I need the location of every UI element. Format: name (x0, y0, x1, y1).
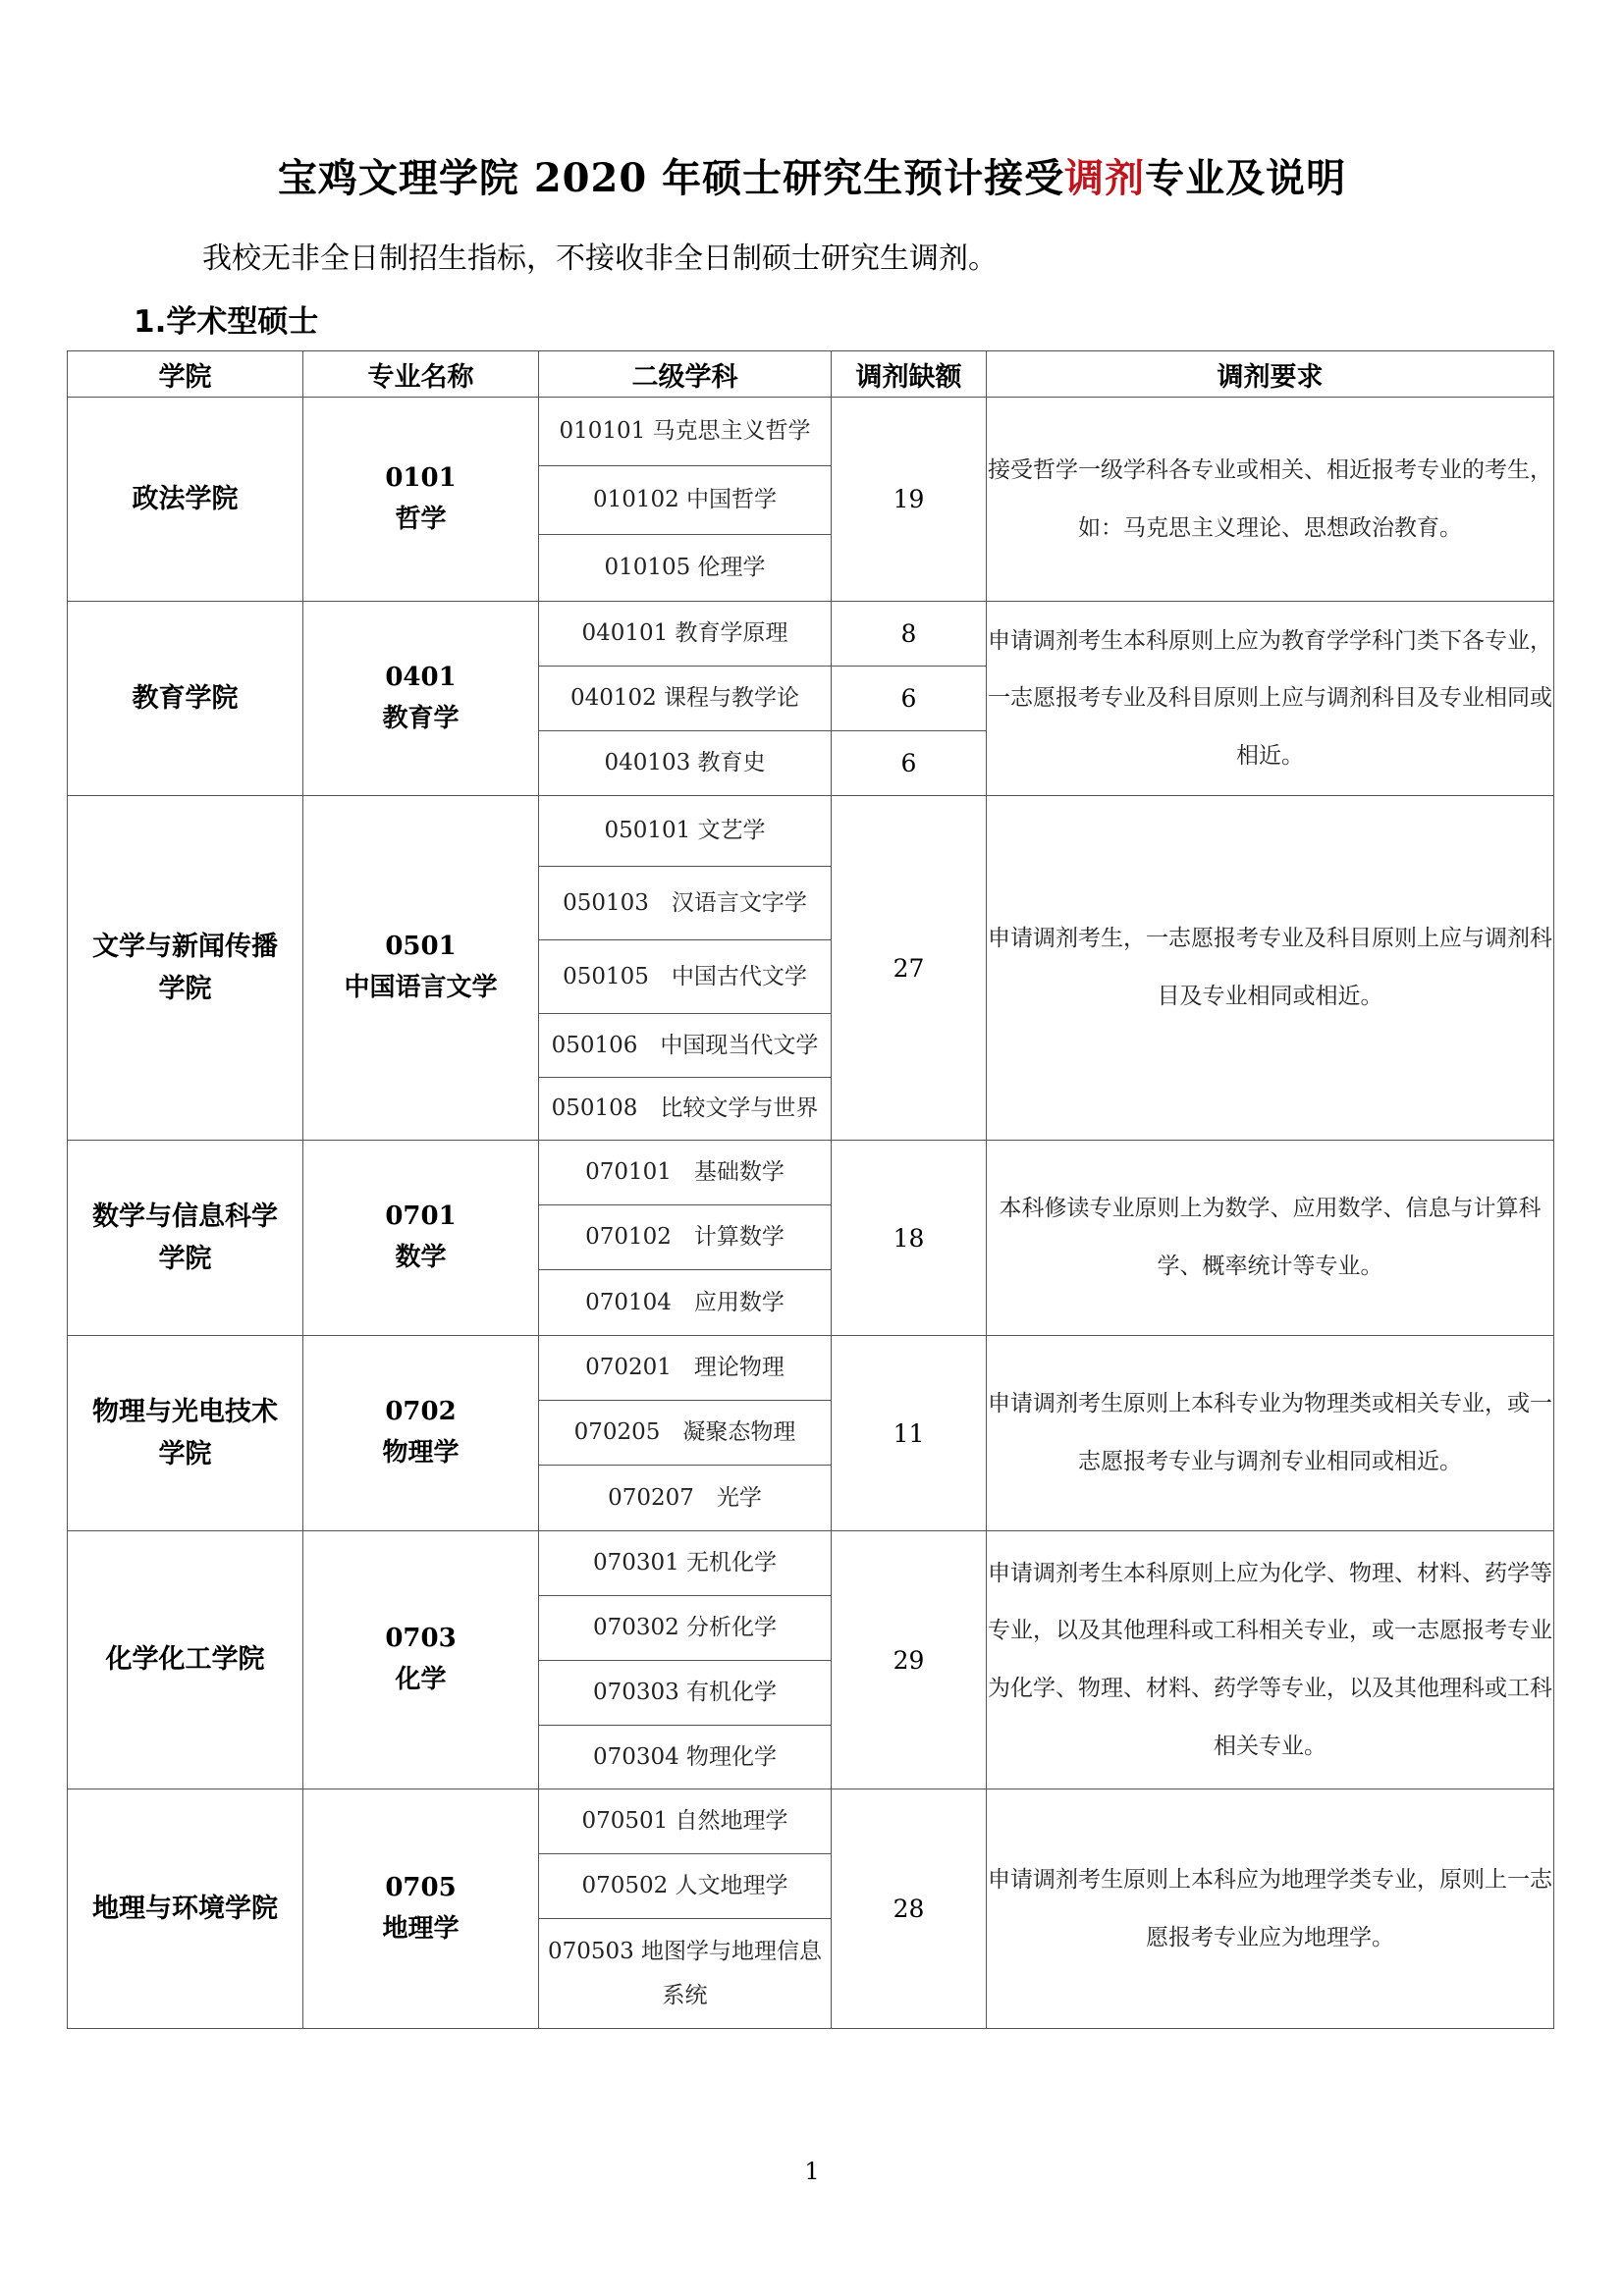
subject-cell: 070301 无机化学 (539, 1531, 832, 1596)
requirement-cell: 申请调剂考生本科原则上应为化学、物理、材料、药学等专业，以及其他理科或工科相关专业，或一志愿报考专业为化学、物理、材料、药学等专业，以及其他理科或工科相关专业。 (987, 1531, 1554, 1789)
subject-cell: 070502 人文地理学 (539, 1854, 832, 1919)
subject-cell: 070207 光学 (539, 1466, 832, 1531)
intro-note: 我校无非全日制招生指标，不接收非全日制硕士研究生调剂。 (202, 241, 998, 276)
subject-cell: 070501 自然地理学 (539, 1789, 832, 1854)
subject-cell: 070201 理论物理 (539, 1336, 832, 1401)
subject-cell: 010101 马克思主义哲学 (539, 398, 832, 466)
requirement-cell: 申请调剂考生，一志愿报考专业及科目原则上应与调剂科目及专业相同或相近。 (987, 796, 1554, 1141)
table-row (68, 1531, 1554, 1596)
title-suffix: 专业及说明 (1145, 155, 1347, 201)
table-row (68, 1789, 1554, 1854)
quota-cell: 8 (832, 602, 987, 667)
header-major: 专业名称 (303, 351, 539, 398)
subject-cell: 070503 地图学与地理信息 系统 (539, 1919, 832, 2029)
subject-cell: 070205 凝聚态物理 (539, 1401, 832, 1466)
header-subject: 二级学科 (539, 351, 832, 398)
subject-cell: 070304 物理化学 (539, 1726, 832, 1789)
subject-cell: 070102 计算数学 (539, 1205, 832, 1270)
header-college: 学院 (68, 351, 303, 398)
table-header-row (68, 351, 1554, 398)
quota-cell: 18 (832, 1141, 987, 1336)
subject-cell: 050106 中国现当代文学 (539, 1014, 832, 1078)
subject-cell: 050101 文艺学 (539, 796, 832, 867)
college-cell: 物理与光电技术 学院 (68, 1336, 303, 1531)
admission-table (67, 350, 1554, 2029)
table-row (68, 1336, 1554, 1401)
header-requirement: 调剂要求 (987, 351, 1554, 398)
subject-cell: 050108 比较文学与世界 (539, 1078, 832, 1141)
subject-cell: 070303 有机化学 (539, 1661, 832, 1726)
major-cell: 0702 物理学 (303, 1336, 539, 1531)
quota-cell: 6 (832, 667, 987, 731)
subject-cell: 040101 教育学原理 (539, 602, 832, 667)
college-cell: 教育学院 (68, 602, 303, 796)
table-row (68, 1141, 1554, 1205)
table-row (68, 796, 1554, 867)
major-cell: 0705 地理学 (303, 1789, 539, 2029)
title-prefix: 宝鸡文理学院 2020 年硕士研究生预计接受 (277, 155, 1065, 201)
college-cell: 化学化工学院 (68, 1531, 303, 1789)
subject-cell: 050103 汉语言文字学 (539, 867, 832, 940)
major-cell: 0101 哲学 (303, 398, 539, 602)
quota-cell: 29 (832, 1531, 987, 1789)
subject-cell: 040102 课程与教学论 (539, 667, 832, 731)
major-cell: 0501 中国语言文学 (303, 796, 539, 1141)
college-cell: 政法学院 (68, 398, 303, 602)
requirement-cell: 接受哲学一级学科各专业或相关、相近报考专业的考生，如：马克思主义理论、思想政治教育。 (987, 398, 1554, 602)
subject-cell: 040103 教育史 (539, 731, 832, 796)
header-quota: 调剂缺额 (832, 351, 987, 398)
quota-cell: 27 (832, 796, 987, 1141)
subject-cell: 010105 伦理学 (539, 535, 832, 602)
college-cell: 文学与新闻传播 学院 (68, 796, 303, 1141)
college-cell: 地理与环境学院 (68, 1789, 303, 2029)
quota-cell: 28 (832, 1789, 987, 2029)
subject-cell: 050105 中国古代文学 (539, 940, 832, 1014)
quota-cell: 11 (832, 1336, 987, 1531)
page-title (0, 147, 1624, 203)
requirement-cell: 本科修读专业原则上为数学、应用数学、信息与计算科学、概率统计等专业。 (987, 1141, 1554, 1336)
requirement-cell: 申请调剂考生原则上本科专业为物理类或相关专业，或一志愿报考专业与调剂专业相同或相近。 (987, 1336, 1554, 1531)
major-cell: 0703 化学 (303, 1531, 539, 1789)
requirement-cell: 申请调剂考生原则上本科应为地理学类专业，原则上一志愿报考专业应为地理学。 (987, 1789, 1554, 2029)
table-row (68, 602, 1554, 667)
requirement-cell: 申请调剂考生本科原则上应为教育学学科门类下各专业，一志愿报考专业及科目原则上应与调剂科目及专业相同或相近。 (987, 602, 1554, 796)
subject-cell: 070302 分析化学 (539, 1596, 832, 1661)
college-cell: 数学与信息科学 学院 (68, 1141, 303, 1336)
table-row (68, 398, 1554, 466)
title-highlight: 调剂 (1064, 155, 1146, 201)
page-number: 1 (804, 2158, 820, 2185)
subject-cell: 070104 应用数学 (539, 1270, 832, 1336)
quota-cell: 19 (832, 398, 987, 602)
major-cell: 0401 教育学 (303, 602, 539, 796)
subject-cell: 070101 基础数学 (539, 1141, 832, 1205)
quota-cell: 6 (832, 731, 987, 796)
subject-cell: 010102 中国哲学 (539, 466, 832, 535)
section-title: 1.学术型硕士 (134, 304, 319, 340)
major-cell: 0701 数学 (303, 1141, 539, 1336)
